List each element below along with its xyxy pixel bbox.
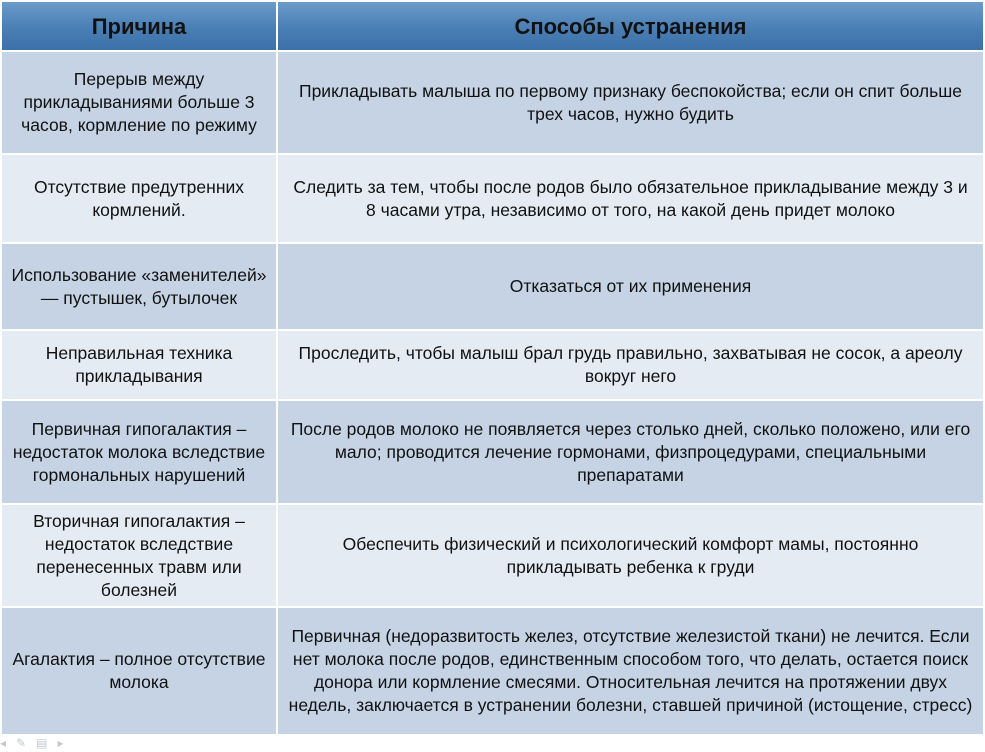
cause-cell: Использование «заменителей» — пустышек, бутылочек — [1, 243, 277, 330]
cause-cell: Вторичная гипогалактия – недостаток вследствие перенесенных травм или болезней — [1, 504, 277, 607]
table-row — [1, 330, 984, 400]
forward-arrow-icon[interactable]: ▸ — [57, 736, 74, 750]
fix-cell: Прикладывать малыша по первому признаку беспокойства; если он спит больше трех часов, нужно будить — [277, 51, 984, 154]
cause-cell: Агалактия – полное отсутствие молока — [1, 607, 277, 735]
header-fix: Способы устранения — [277, 1, 984, 51]
table-row — [1, 51, 984, 154]
back-arrow-icon[interactable]: ◂ — [0, 736, 17, 750]
pencil-icon[interactable]: ✎ — [16, 736, 37, 750]
table-header-row — [1, 1, 984, 51]
cause-cell: Неправильная техника прикладывания — [1, 330, 277, 400]
fix-cell: Отказаться от их применения — [277, 243, 984, 330]
fix-cell: Обеспечить физический и психологический комфорт мамы, постоянно прикладывать ребенка к груди — [277, 504, 984, 607]
slide-menu-icon[interactable]: ▤ — [36, 736, 58, 750]
table-row — [1, 154, 984, 243]
cause-cell: Первичная гипогалактия – недостаток молока вследствие гормональных нарушений — [1, 400, 277, 504]
fix-cell: После родов молоко не появляется через столько дней, сколько положено, или его мало; проводится лечение гормонами, физпроцедурами, специальными препаратами — [277, 400, 984, 504]
table-row — [1, 400, 984, 504]
cause-cell: Отсутствие предутренних кормлений. — [1, 154, 277, 243]
cause-cell: Перерыв между прикладываниями больше 3 часов, кормление по режиму — [1, 51, 277, 154]
table-row — [1, 504, 984, 607]
slideshow-controls — [0, 736, 120, 752]
fix-cell: Первичная (недоразвитость желез, отсутствие железистой ткани) не лечится. Если нет молока после родов, единственным способом того, что делать, остается поиск донора или кормление смесями. Относительная лечится на протяжении двух недель, заключается в устранении болезни, ставшей причиной (истощение, стресс) — [277, 607, 984, 735]
table-row — [1, 607, 984, 735]
fix-cell: Проследить, чтобы малыш брал грудь правильно, захватывая не сосок, а ареолу вокруг него — [277, 330, 984, 400]
fix-cell: Следить за тем, чтобы после родов было обязательное прикладывание между 3 и 8 часами утра, независимо от того, на какой день придет молоко — [277, 154, 984, 243]
table-row — [1, 243, 984, 330]
header-cause: Причина — [1, 1, 277, 51]
